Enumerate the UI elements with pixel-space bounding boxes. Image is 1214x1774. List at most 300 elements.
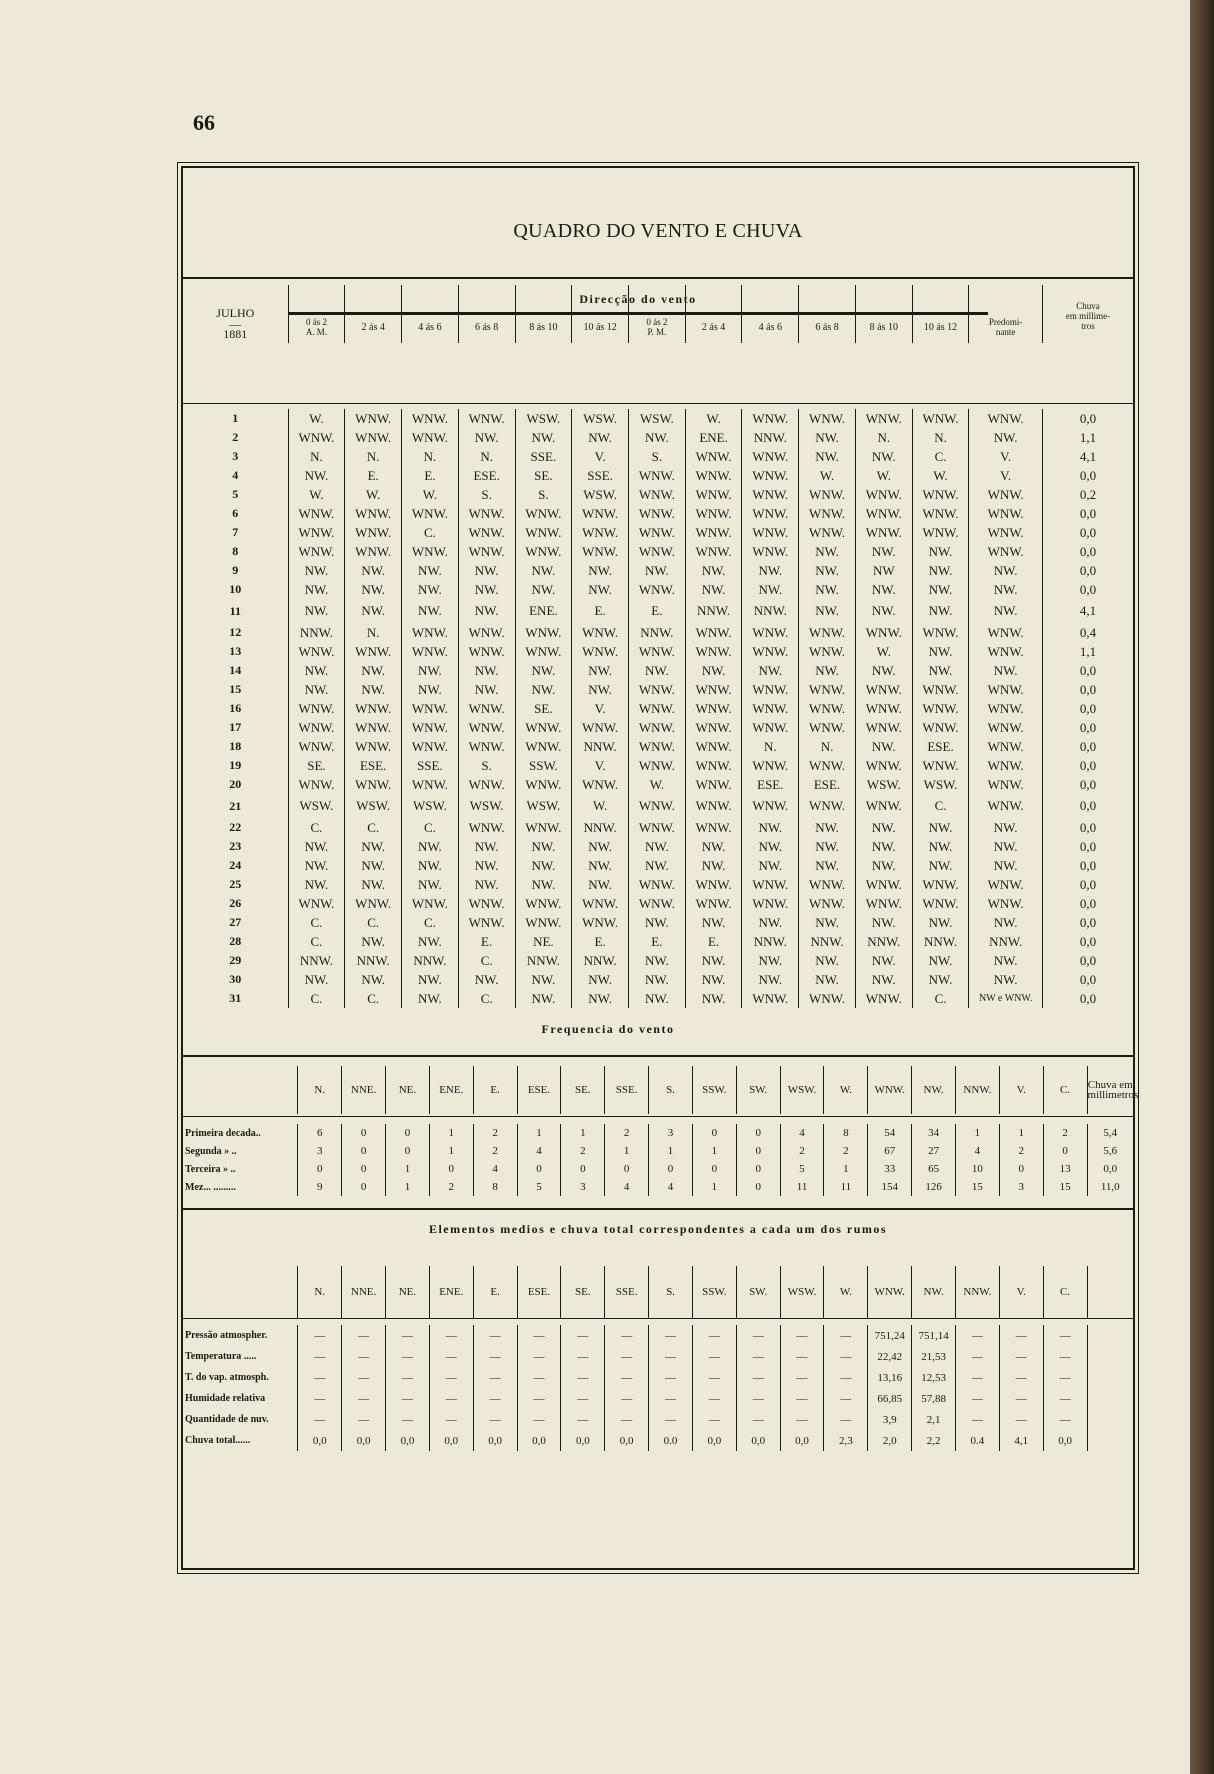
time-header: 4 ás 6 xyxy=(742,285,799,343)
value-cell: — xyxy=(473,1409,517,1430)
direction-cell: N. xyxy=(345,623,402,642)
direction-cell: WNW. xyxy=(685,737,742,756)
direction-cell: E. xyxy=(572,932,629,951)
direction-cell: WNW. xyxy=(345,642,402,661)
direction-cell: NNW. xyxy=(288,623,345,642)
direction-header: SSW. xyxy=(692,1066,736,1114)
time-header: 6 ás 8 xyxy=(458,285,515,343)
direction-cell: W. xyxy=(799,466,856,485)
direction-cell: NW. xyxy=(799,818,856,837)
table-row xyxy=(183,894,1133,913)
direction-cell: NW. xyxy=(628,428,685,447)
day-cell: 7 xyxy=(183,523,288,542)
direction-header: NE. xyxy=(386,1066,430,1114)
direction-cell: WNW. xyxy=(799,680,856,699)
direction-cell: WNW. xyxy=(345,428,402,447)
value-cell: 126 xyxy=(912,1178,956,1196)
direction-cell: NW. xyxy=(685,561,742,580)
direction-cell: NW. xyxy=(288,561,345,580)
direction-cell: NW. xyxy=(402,970,459,989)
value-cell: 0 xyxy=(342,1160,386,1178)
value-cell: — xyxy=(649,1367,693,1388)
direction-cell: WNW. xyxy=(345,775,402,794)
direction-cell: S. xyxy=(628,447,685,466)
direction-cell: WNW. xyxy=(288,894,345,913)
direction-cell: N. xyxy=(458,447,515,466)
rain-cell: 0,0 xyxy=(1079,952,1097,968)
value-cell: 27 xyxy=(912,1142,956,1160)
value-cell: 0.4 xyxy=(955,1430,999,1451)
direction-cell: C. xyxy=(402,913,459,932)
direction-cell: NW. xyxy=(912,951,969,970)
direction-cell: WNW. xyxy=(969,718,1043,737)
direction-cell: WNW. xyxy=(628,794,685,818)
value-cell: 9 xyxy=(298,1178,342,1196)
day-cell: 6 xyxy=(183,504,288,523)
direction-cell: WSW. xyxy=(628,409,685,428)
rain-cell: 0,0 xyxy=(1079,819,1097,835)
table-row xyxy=(183,1367,1133,1388)
time-header: 0 ás 2 A. M. xyxy=(288,285,345,343)
table-row xyxy=(183,561,1133,580)
direction-cell: ESE. xyxy=(742,775,799,794)
value-cell: 0 xyxy=(692,1124,736,1142)
value-cell: 0 xyxy=(1043,1142,1087,1160)
direction-cell: NW. xyxy=(572,428,629,447)
direction-cell: WNW. xyxy=(742,794,799,818)
direction-cell: ESE. xyxy=(345,756,402,775)
direction-cell: NW. xyxy=(855,599,912,623)
direction-cell: NW. xyxy=(912,542,969,561)
direction-cell: NW. xyxy=(572,989,629,1008)
direction-cell: WNW. xyxy=(685,680,742,699)
row-label-header xyxy=(183,1066,298,1114)
value-cell: 0,0 xyxy=(561,1430,605,1451)
value-cell: 13,16 xyxy=(868,1367,912,1388)
rain-cell: 0,0 xyxy=(1079,914,1097,930)
direction-cell: NW. xyxy=(458,561,515,580)
direction-header: SSE. xyxy=(605,1266,649,1318)
direction-cell: C. xyxy=(288,818,345,837)
wind-bottom-rule xyxy=(183,1055,1133,1057)
direction-cell: WNW. xyxy=(799,409,856,428)
table-row xyxy=(183,989,1133,1008)
direction-header: S. xyxy=(649,1266,693,1318)
table-row xyxy=(183,1124,1133,1142)
day-cell: 28 xyxy=(183,932,288,951)
direction-cell: W. xyxy=(855,642,912,661)
direction-cell: WNW. xyxy=(912,623,969,642)
value-cell: — xyxy=(780,1367,824,1388)
direction-cell: NW. xyxy=(685,913,742,932)
direction-cell: WNW. xyxy=(458,542,515,561)
direction-cell: C. xyxy=(345,989,402,1008)
direction-cell: WSW. xyxy=(288,794,345,818)
row-label: Terceira » .. xyxy=(183,1160,298,1178)
direction-cell: WNW. xyxy=(969,737,1043,756)
table-row xyxy=(183,1142,1133,1160)
value-cell: 0 xyxy=(429,1160,473,1178)
direction-cell: WNW. xyxy=(515,818,572,837)
rain-header: Chuva em millimetros xyxy=(1087,1079,1139,1101)
direction-header: SW. xyxy=(736,1266,780,1318)
day-cell: 2 xyxy=(183,428,288,447)
table-row xyxy=(183,623,1133,642)
direction-cell: SE. xyxy=(515,699,572,718)
day-cell: 9 xyxy=(183,561,288,580)
direction-cell: NW. xyxy=(458,599,515,623)
direction-cell: WNW. xyxy=(288,699,345,718)
value-cell: — xyxy=(999,1409,1043,1430)
value-cell: 0,0 xyxy=(298,1430,342,1451)
day-cell: 4 xyxy=(183,466,288,485)
direction-cell: NW. xyxy=(515,428,572,447)
table-row xyxy=(183,447,1133,466)
direction-cell: NW. xyxy=(799,661,856,680)
direction-header: WSW. xyxy=(780,1066,824,1114)
direction-cell: WNW. xyxy=(855,894,912,913)
direction-cell: NW. xyxy=(742,856,799,875)
rain-cell: 0,0 xyxy=(1079,798,1097,813)
direction-cell: NW. xyxy=(572,837,629,856)
direction-cell: NW. xyxy=(345,932,402,951)
direction-cell: NW. xyxy=(912,837,969,856)
direction-cell: WNW. xyxy=(288,642,345,661)
day-cell: 10 xyxy=(183,580,288,599)
value-cell: — xyxy=(517,1409,561,1430)
direction-header: E. xyxy=(473,1266,517,1318)
value-cell: — xyxy=(780,1325,824,1346)
direction-header: C. xyxy=(1043,1266,1087,1318)
direction-header: SSE. xyxy=(605,1066,649,1114)
direction-cell: WNW. xyxy=(345,523,402,542)
direction-cell: N. xyxy=(742,737,799,756)
value-cell: — xyxy=(955,1325,999,1346)
value-cell: 11,0 xyxy=(1100,1181,1120,1193)
rain-cell: 0,4 xyxy=(1079,624,1097,640)
direction-cell: NW. xyxy=(799,970,856,989)
direction-cell: WNW. xyxy=(628,756,685,775)
value-cell: — xyxy=(692,1367,736,1388)
value-cell: 0 xyxy=(736,1142,780,1160)
day-cell: 15 xyxy=(183,680,288,699)
value-cell: 0 xyxy=(386,1124,430,1142)
direction-cell: WNW. xyxy=(912,523,969,542)
direction-cell: WNW. xyxy=(855,485,912,504)
direction-cell: C. xyxy=(288,989,345,1008)
direction-header: W. xyxy=(824,1266,868,1318)
value-cell: — xyxy=(517,1367,561,1388)
value-cell: — xyxy=(1043,1367,1087,1388)
direction-cell: C. xyxy=(402,523,459,542)
direction-cell: WNW. xyxy=(742,409,799,428)
table-row xyxy=(183,818,1133,837)
direction-cell: WNW. xyxy=(288,737,345,756)
rain-cell: 0,0 xyxy=(1079,681,1097,697)
direction-cell: E. xyxy=(345,466,402,485)
value-cell: 2,0 xyxy=(868,1430,912,1451)
rain-cell: 0,0 xyxy=(1079,738,1097,754)
direction-cell: NW. xyxy=(288,875,345,894)
direction-cell: WSW. xyxy=(855,775,912,794)
direction-cell: NNW. xyxy=(742,932,799,951)
direction-cell: S. xyxy=(515,485,572,504)
direction-cell: WSW. xyxy=(345,794,402,818)
direction-cell: WNW. xyxy=(912,718,969,737)
day-cell: 26 xyxy=(183,894,288,913)
value-cell: — xyxy=(561,1346,605,1367)
table-row xyxy=(183,1160,1133,1178)
direction-cell: W. xyxy=(685,409,742,428)
value-cell: 3 xyxy=(649,1124,693,1142)
direction-header: NW. xyxy=(912,1066,956,1114)
direction-cell: NW. xyxy=(458,875,515,894)
day-cell: 19 xyxy=(183,756,288,775)
table-row xyxy=(183,409,1133,428)
direction-cell: WNW. xyxy=(855,699,912,718)
direction-cell: NW. xyxy=(345,661,402,680)
table-row xyxy=(183,1430,1133,1451)
direction-cell: WNW. xyxy=(458,818,515,837)
direction-cell: WNW. xyxy=(855,523,912,542)
time-header: 10 ás 12 xyxy=(572,285,629,343)
direction-cell: V. xyxy=(969,447,1043,466)
direction-cell: NNW. xyxy=(742,428,799,447)
direction-cell: WNW. xyxy=(628,699,685,718)
direction-cell: E. xyxy=(572,599,629,623)
elements-header xyxy=(183,1266,1133,1318)
value-cell: 0 xyxy=(736,1160,780,1178)
direction-cell: NW. xyxy=(742,818,799,837)
direction-cell: NW. xyxy=(799,428,856,447)
year-label: 1881 xyxy=(223,327,248,341)
direction-cell: NW. xyxy=(515,837,572,856)
empty-cell xyxy=(1087,1409,1133,1430)
direction-cell: NW. xyxy=(799,542,856,561)
rain-cell: 0,0 xyxy=(1079,719,1097,735)
row-label: Temperatura ..... xyxy=(183,1346,298,1367)
direction-cell: WNW. xyxy=(288,523,345,542)
value-cell: 4 xyxy=(955,1142,999,1160)
direction-cell: NW. xyxy=(799,856,856,875)
direction-cell: WNW. xyxy=(515,718,572,737)
direction-cell: NW. xyxy=(799,447,856,466)
value-cell: 2 xyxy=(561,1142,605,1160)
value-cell: 1 xyxy=(824,1160,868,1178)
value-cell: — xyxy=(999,1388,1043,1409)
value-cell: 751,14 xyxy=(912,1325,956,1346)
value-cell: — xyxy=(298,1367,342,1388)
value-cell: — xyxy=(1043,1409,1087,1430)
direction-cell: WNW. xyxy=(288,775,345,794)
direction-cell: NW. xyxy=(855,737,912,756)
empty-cell xyxy=(1087,1346,1133,1367)
direction-cell: NW. xyxy=(572,875,629,894)
direction-cell: WNW. xyxy=(458,894,515,913)
direction-cell: WNW. xyxy=(628,485,685,504)
time-header: 4 ás 6 xyxy=(402,285,459,343)
value-cell: — xyxy=(342,1325,386,1346)
value-cell: 5,4 xyxy=(1103,1127,1118,1139)
row-label: Quantidade de nuv. xyxy=(183,1409,298,1430)
direction-cell: C. xyxy=(458,951,515,970)
value-cell: — xyxy=(1043,1346,1087,1367)
value-cell: 2 xyxy=(999,1142,1043,1160)
direction-cell: NW. xyxy=(742,970,799,989)
table-row xyxy=(183,837,1133,856)
value-cell: 1 xyxy=(649,1142,693,1160)
value-cell: 2,2 xyxy=(912,1430,956,1451)
day-cell: 23 xyxy=(183,837,288,856)
table-frame xyxy=(181,166,1139,1570)
direction-cell: NW. xyxy=(742,561,799,580)
direction-cell: WNW. xyxy=(969,699,1043,718)
value-cell: — xyxy=(1043,1325,1087,1346)
direction-cell: NW. xyxy=(288,856,345,875)
value-cell: 154 xyxy=(868,1178,912,1196)
direction-cell: WNW. xyxy=(628,894,685,913)
rain-cell: 0,0 xyxy=(1079,467,1097,483)
direction-cell: NW. xyxy=(912,599,969,623)
value-cell: — xyxy=(386,1367,430,1388)
value-cell: 0 xyxy=(386,1142,430,1160)
rain-cell: 0,0 xyxy=(1079,933,1097,949)
direction-cell: NW. xyxy=(799,837,856,856)
value-cell: — xyxy=(736,1346,780,1367)
value-cell: — xyxy=(824,1367,868,1388)
direction-cell: W. xyxy=(628,775,685,794)
wind-header-rule xyxy=(183,403,1133,404)
direction-cell: W. xyxy=(402,485,459,504)
direction-cell: W. xyxy=(912,466,969,485)
table-row xyxy=(183,485,1133,504)
direction-header: V. xyxy=(999,1066,1043,1114)
direction-cell: WNW. xyxy=(742,542,799,561)
direction-cell: WNW. xyxy=(742,523,799,542)
direction-cell: NW. xyxy=(855,970,912,989)
value-cell: 751,24 xyxy=(868,1325,912,1346)
direction-header: WNW. xyxy=(868,1266,912,1318)
value-cell: — xyxy=(692,1325,736,1346)
direction-cell: C. xyxy=(288,932,345,951)
value-cell: — xyxy=(517,1346,561,1367)
direction-cell: WNW. xyxy=(799,523,856,542)
direction-cell: WNW. xyxy=(515,542,572,561)
table-row xyxy=(183,1325,1133,1346)
direction-cell: NW. xyxy=(572,661,629,680)
direction-cell: WNW. xyxy=(799,875,856,894)
direction-cell: WNW. xyxy=(685,894,742,913)
direction-cell: SSE. xyxy=(572,466,629,485)
value-cell: — xyxy=(342,1346,386,1367)
direction-header: E. xyxy=(473,1066,517,1114)
direction-cell: WNW. xyxy=(912,680,969,699)
direction-cell: NW. xyxy=(628,951,685,970)
row-label: Mez... ......... xyxy=(183,1178,298,1196)
direction-cell: NW. xyxy=(402,599,459,623)
value-cell: — xyxy=(473,1325,517,1346)
direction-cell: NW. xyxy=(912,913,969,932)
value-cell: — xyxy=(824,1388,868,1409)
value-cell: 3 xyxy=(999,1178,1043,1196)
value-cell: 2,3 xyxy=(824,1430,868,1451)
direction-cell: WNW. xyxy=(685,466,742,485)
direction-cell: WNW. xyxy=(402,623,459,642)
elements-table xyxy=(183,1325,1133,1451)
direction-cell: NW. xyxy=(628,561,685,580)
direction-cell: WNW. xyxy=(458,504,515,523)
value-cell: 3 xyxy=(298,1142,342,1160)
value-cell: 3 xyxy=(561,1178,605,1196)
direction-cell: WNW. xyxy=(345,718,402,737)
value-cell: 1 xyxy=(429,1124,473,1142)
day-cell: 18 xyxy=(183,737,288,756)
value-cell: 0,0 xyxy=(605,1430,649,1451)
direction-cell: WNW. xyxy=(345,504,402,523)
rain-cell: 0,0 xyxy=(1079,581,1097,597)
value-cell: 0,0 xyxy=(342,1430,386,1451)
value-cell: 4 xyxy=(780,1124,824,1142)
direction-cell: NW. xyxy=(628,989,685,1008)
direction-cell: WNW. xyxy=(742,680,799,699)
direction-cell: WNW. xyxy=(288,428,345,447)
value-cell: 13 xyxy=(1043,1160,1087,1178)
value-cell: 0,0 xyxy=(780,1430,824,1451)
direction-cell: WNW. xyxy=(628,718,685,737)
value-cell: 1 xyxy=(561,1124,605,1142)
direction-cell: WNW. xyxy=(969,623,1043,642)
day-cell: 24 xyxy=(183,856,288,875)
direction-header: C. xyxy=(1043,1066,1087,1114)
direction-cell: WNW. xyxy=(685,718,742,737)
value-cell: — xyxy=(649,1346,693,1367)
direction-cell: WNW. xyxy=(402,409,459,428)
direction-cell: WNW. xyxy=(855,794,912,818)
direction-header: ESE. xyxy=(517,1066,561,1114)
direction-cell: N. xyxy=(855,428,912,447)
direction-cell: N. xyxy=(288,447,345,466)
rain-cell: 0,0 xyxy=(1079,895,1097,911)
direction-cell: NW. xyxy=(969,599,1043,623)
direction-cell: WNW. xyxy=(969,894,1043,913)
value-cell: 8 xyxy=(824,1124,868,1142)
direction-cell: WNW. xyxy=(345,894,402,913)
direction-cell: WNW. xyxy=(345,737,402,756)
direction-cell: WNW. xyxy=(855,680,912,699)
direction-cell: WNW. xyxy=(458,699,515,718)
direction-cell: WNW. xyxy=(742,894,799,913)
direction-cell: WNW. xyxy=(402,775,459,794)
value-cell: 21,53 xyxy=(912,1346,956,1367)
value-cell: — xyxy=(429,1325,473,1346)
elements-section-title: Elementos medios e chuva total correspondentes a cada um dos rumos xyxy=(428,1222,888,1236)
direction-cell: ENE. xyxy=(515,599,572,623)
direction-cell: NNW. xyxy=(742,599,799,623)
direction-cell: NW. xyxy=(515,580,572,599)
direction-cell: NW. xyxy=(515,856,572,875)
direction-cell: WNW. xyxy=(912,875,969,894)
value-cell: — xyxy=(473,1346,517,1367)
direction-cell: NNW. xyxy=(912,932,969,951)
value-cell: — xyxy=(955,1409,999,1430)
direction-cell: WNW. xyxy=(515,894,572,913)
value-cell: — xyxy=(517,1388,561,1409)
value-cell: 0 xyxy=(649,1160,693,1178)
value-cell: 4 xyxy=(517,1142,561,1160)
empty-cell xyxy=(1087,1325,1133,1346)
rain-cell: 0,0 xyxy=(1079,662,1097,678)
direction-cell: NW. xyxy=(912,818,969,837)
